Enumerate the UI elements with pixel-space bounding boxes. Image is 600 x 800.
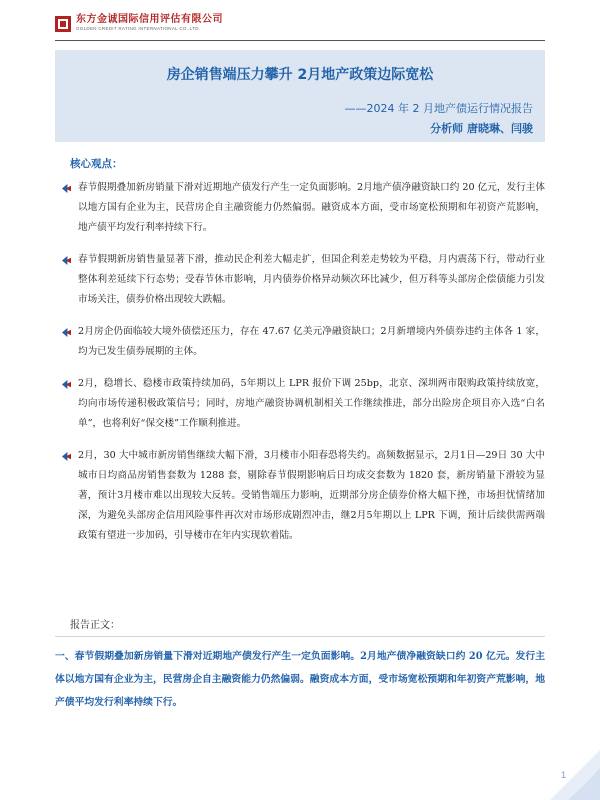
core-points-list [62,178,545,558]
company-logo-text [76,14,223,32]
company-name-en: GOLDEN CREDIT RATING INTERNATIONAL CO.,LTD. [76,26,201,31]
bullet-icon [62,184,71,193]
bullet-icon [62,256,71,265]
corner-decoration-icon [540,740,600,800]
point-text: 2月，30 大中城市新房销售继续大幅下滑，3月楼市小阳春恐将失约。高频数据显示，2月1日—29日 30 大中城市日均商品房销售套数为 1288 套，剔除春节假期影响后日均成交套数为 1820 套，新房销量下滑较为显著，预计3月楼市难以出现较大反转。受销售端压力影响，近期部分房企债券价格大幅下挫，市场担忧情绪加深，为避免头部房企信用风险事件再次对市场形成剧烈冲击，继2月5年期以上 LPR 下调，预计后续供需两端政策有望进一步加码，引导楼市在年内实现软着陆。 [78,450,545,541]
list-item [62,178,545,238]
bullet-icon [62,452,71,461]
point-text: 春节假期新房销售量显著下滑，推动民企利差大幅走扩，但国企利差走势较为平稳，月内震荡下行，带动行业整体利差延续下行态势；受春节休市影响，月内债券价格异动频次环比减少，但万科等头部房企偿债能力引发市场关注，债券价格出现较大跌幅。 [78,254,545,305]
page-number: 1 [560,770,566,780]
bullet-icon [62,328,71,337]
page-header [55,14,545,41]
report-body-label: 报告正文： [70,620,120,631]
list-item [62,446,545,546]
company-logo-icon [55,16,71,32]
report-title: 房企销售端压力攀升 2月地产政策边际宽松 [166,67,434,83]
title-box [55,50,545,142]
list-item [62,250,545,310]
list-item [62,322,545,362]
point-text: 2月，稳增长、稳楼市政策持续加码，5年期以上 LPR 报价下调 25bp，北京、深圳两市限购政策持续放宽，均向市场传递积极政策信号；同时，房地产融资协调机制相关工作继续推进，部分出险房企项目亦入选“白名单”，也将利好“保交楼”工作顺利推进。 [78,378,545,429]
point-text: 2月房企仍面临较大境外债偿还压力，存在 47.67 亿美元净融资缺口；2月新增境内外债券违约主体各 1 家，均为已发生债券展期的主体。 [78,326,545,357]
company-name: 东方金诚国际信用评估有限公司 [76,14,223,25]
point-text: 春节假期叠加新房销量下滑对近期地产债发行产生一定负面影响。2月地产债净融资缺口约 20 亿元，发行主体以地方国有企业为主，民营房企自主融资能力仍然偏弱。融资成本方面，受市场宽松预期和年初资产荒影响，地产债平均发行利率持续下行。 [78,182,545,233]
core-viewpoints-label: 核心观点： [70,158,123,170]
list-item [62,374,545,434]
section-one-heading: 一、春节假期叠加新房销量下滑对近期地产债发行产生一定负面影响。2月地产债净融资缺口约 20 亿元。发行主体以地方国有企业为主，民营房企自主融资能力仍然偏弱。融资成本方面，受市场宽松预期和年初资产荒影响，地产债平均发行利率持续下行。 [55,636,545,714]
report-authors: 分析师 唐晓琳、闫骏 [430,122,533,135]
bullet-icon [62,380,71,389]
report-subtitle: ——2024 年 2 月地产债运行情况报告 [344,102,533,115]
